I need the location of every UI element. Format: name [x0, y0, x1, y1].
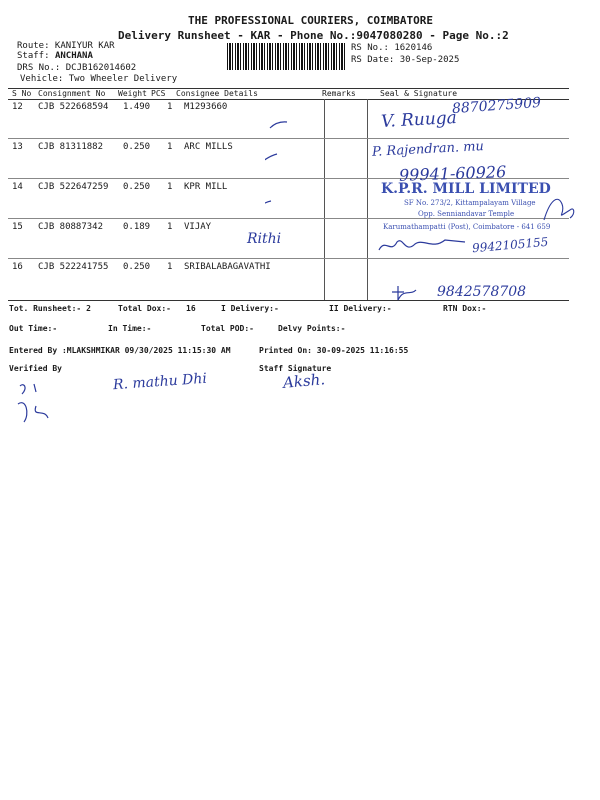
staff-label: Staff:: [17, 51, 50, 61]
row14-pcs: 1: [167, 182, 173, 192]
company-name: THE PROFESSIONAL COURIERS, COIMBATORE: [188, 14, 434, 27]
row15-weight: 0.189: [123, 222, 151, 232]
runsheet-title: Delivery Runsheet - KAR - Phone No.:9047080280 - Page No.:2: [118, 29, 509, 42]
sig-row12-name: V. Ruuga: [380, 108, 458, 132]
col-remarks: Remarks: [322, 89, 356, 98]
sig-row16-scribble: [390, 282, 420, 302]
sig-row16-phone: 9842578708: [437, 284, 527, 300]
remarks-right-divider: [367, 99, 368, 300]
row13-consignment: CJB 81311882: [38, 142, 104, 152]
staff-signature-label: Staff Signature: [259, 364, 332, 373]
total-dox-label: Total Dox:-: [118, 304, 171, 313]
row14-consignment: CJB 522647259: [38, 182, 109, 192]
row13-sno: 13: [12, 142, 23, 152]
staff-signature: Aksh.: [282, 370, 326, 392]
barcode: [227, 43, 345, 70]
row15-consignee: VIJAY: [184, 222, 212, 232]
row15-pcs: 1: [167, 222, 173, 232]
row16-consignment: CJB 522241755: [38, 262, 109, 272]
sig-row12-phone: 8870275909: [451, 94, 542, 118]
row14-consignee: KPR MILL: [184, 182, 228, 192]
col-sno: S No: [12, 89, 32, 98]
printed-on: Printed On: 30-09-2025 11:16:55: [259, 346, 409, 355]
row12-consignee: M1293660: [184, 102, 228, 112]
rtn-dox: RTN Dox:-: [443, 304, 487, 313]
tick-mark-row13: [265, 154, 277, 164]
stamp-line1: SF No. 273/2, Kittampalayam Village: [404, 199, 536, 207]
staff-line: [17, 51, 93, 61]
sig-row13-name: P. Rajendran. mu: [371, 139, 485, 160]
col-seal: Seal & Signature: [380, 89, 458, 98]
rs-date: RS Date: 30-Sep-2025: [351, 55, 460, 65]
tick-mark-row12: [270, 122, 287, 128]
row12-consignment: CJB 522668594: [38, 102, 109, 112]
row15-border: [8, 258, 569, 259]
vehicle-info: Vehicle: Two Wheeler Delivery: [20, 74, 178, 84]
drs-number: DRS No.: DCJB162014602: [17, 63, 137, 73]
row13-weight: 0.250: [123, 142, 151, 152]
entered-by: Entered By :MLAKSHMIKAR 09/30/2025 11:15:30 AM: [9, 346, 231, 355]
row16-consignee: SRIBALABAGAVATHI: [184, 262, 271, 272]
in-time: In Time:-: [108, 324, 152, 333]
verified-by-label: Verified By: [9, 364, 62, 373]
i-delivery: I Delivery:-: [221, 304, 279, 313]
stamp-line3: Karumathampatti (Post), Coimbatore - 641 659: [383, 223, 551, 231]
row14-weight: 0.250: [123, 182, 151, 192]
col-consignee: Consignee Details: [176, 89, 258, 98]
row13-pcs: 1: [167, 142, 173, 152]
row15-consignment: CJB 80887342: [38, 222, 104, 232]
row16-pcs: 1: [167, 262, 173, 272]
stamp-company: K.P.R. MILL LIMITED: [381, 181, 551, 197]
ii-delivery: II Delivery:-: [329, 304, 392, 313]
delvy-points: Delvy Points:-: [278, 324, 346, 333]
tick-mark-row14: [265, 201, 271, 208]
stamp-signature-scribble: [540, 190, 580, 230]
row16-weight: 0.250: [123, 262, 151, 272]
col-consignment: Consignment No: [38, 89, 106, 98]
row15-sno: 15: [12, 222, 23, 232]
row16-sno: 16: [12, 262, 23, 272]
verified-by-initials: [14, 378, 62, 434]
rs-number: RS No.: 1620146: [351, 43, 433, 53]
remarks-left-divider: [324, 99, 325, 300]
total-dox-value: 16: [186, 304, 196, 313]
row12-pcs: 1: [167, 102, 173, 112]
col-weight: Weight: [118, 89, 147, 98]
tot-runsheet: Tot. Runsheet:- 2: [9, 304, 91, 313]
row13-consignee: ARC MILLS: [184, 142, 233, 152]
col-pcs: PCS: [151, 89, 166, 98]
out-time: Out Time:-: [9, 324, 58, 333]
verified-by-signature: R. mathu Dhi: [112, 370, 208, 394]
stamp-line2: Opp. Senniandavar Temple: [418, 210, 515, 218]
table-bottom-border: [8, 300, 569, 301]
sig-row14-scribble: [375, 232, 475, 260]
row12-sno: 12: [12, 102, 23, 112]
row14-sno: 14: [12, 182, 23, 192]
sig-row15-phone: 9942105155: [471, 234, 549, 256]
row12-weight: 1.490: [123, 102, 151, 112]
route-label: Route: KANIYUR KAR: [17, 41, 115, 51]
remark-row15: Rithi: [247, 231, 282, 247]
total-pod: Total POD:-: [201, 324, 254, 333]
staff-name: ANCHANA: [54, 51, 93, 61]
sig-row13-phone: 99941-60926: [398, 162, 507, 185]
